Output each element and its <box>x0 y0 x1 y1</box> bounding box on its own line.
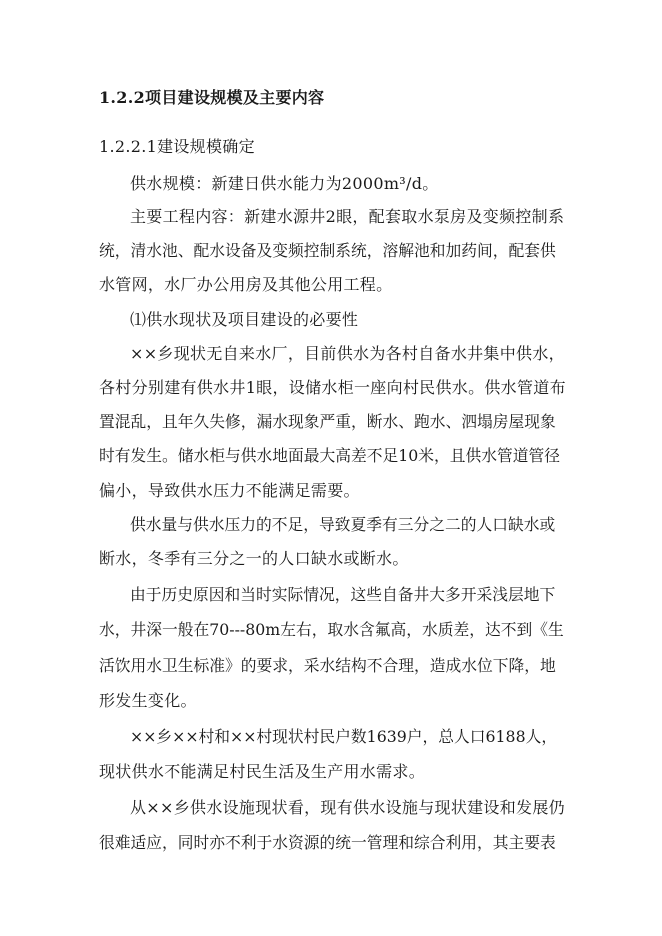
section-heading: 1.2.2项目建设规模及主要内容 <box>99 88 325 107</box>
works-line-3: 水管网，水厂办公用房及其他公用工程。 <box>99 275 393 294</box>
supply-scale-line: 供水规模：新建日供水能力为2000m³/d。 <box>130 174 439 193</box>
history-line-4: 形发生变化。 <box>99 691 197 710</box>
necessity-heading: ⑴供水现状及项目建设的必要性 <box>130 310 359 329</box>
history-line-1: 由于历史原因和当时实际情况，这些自备井大多开采浅层地下 <box>130 585 556 604</box>
history-line-3: 活饮用水卫生标准》的要求，采水结构不合理，造成水位下降，地 <box>99 656 556 675</box>
works-line-1: 主要工程内容：新建水源井2眼，配套取水泵房及变频控制系 <box>130 207 565 226</box>
population-line-1: ××乡××村和××村现状村民户数1639户，总人口6188人， <box>130 727 558 746</box>
closing-line-1: 从××乡供水设施现状看，现有供水设施与现状建设和发展仍 <box>130 798 565 817</box>
status-line-1: ××乡现状无自来水厂，目前供水为各村自备水井集中供水， <box>130 344 565 363</box>
population-line-2: 现状供水不能满足村民生活及生产用水需求。 <box>99 762 426 781</box>
subsection-heading: 1.2.2.1建设规模确定 <box>99 137 255 156</box>
status-line-5: 偏小，导致供水压力不能满足需要。 <box>99 481 360 500</box>
works-line-2: 统，清水池、配水设备及变频控制系统，溶解池和加药间，配套供 <box>99 241 556 260</box>
status-line-4: 时有发生。储水柜与供水地面最大高差不足10米，且供水管道管径 <box>99 446 561 465</box>
history-line-2: 水，井深一般在70---80m左右，取水含氟高，水质差，达不到《生 <box>99 620 564 639</box>
status-line-2: 各村分别建有供水井1眼，设储水柜一座向村民供水。供水管道布 <box>99 378 566 397</box>
closing-line-2: 很难适应，同时亦不利于水资源的统一管理和综合利用，其主要表 <box>99 833 556 852</box>
shortage-line-1: 供水量与供水压力的不足，导致夏季有三分之二的人口缺水或 <box>130 515 556 534</box>
status-line-3: 置混乱，且年久失修，漏水现象严重，断水、跑水、泗塌房屋现象 <box>99 412 556 431</box>
shortage-line-2: 断水，冬季有三分之一的人口缺水或断水。 <box>99 549 409 568</box>
